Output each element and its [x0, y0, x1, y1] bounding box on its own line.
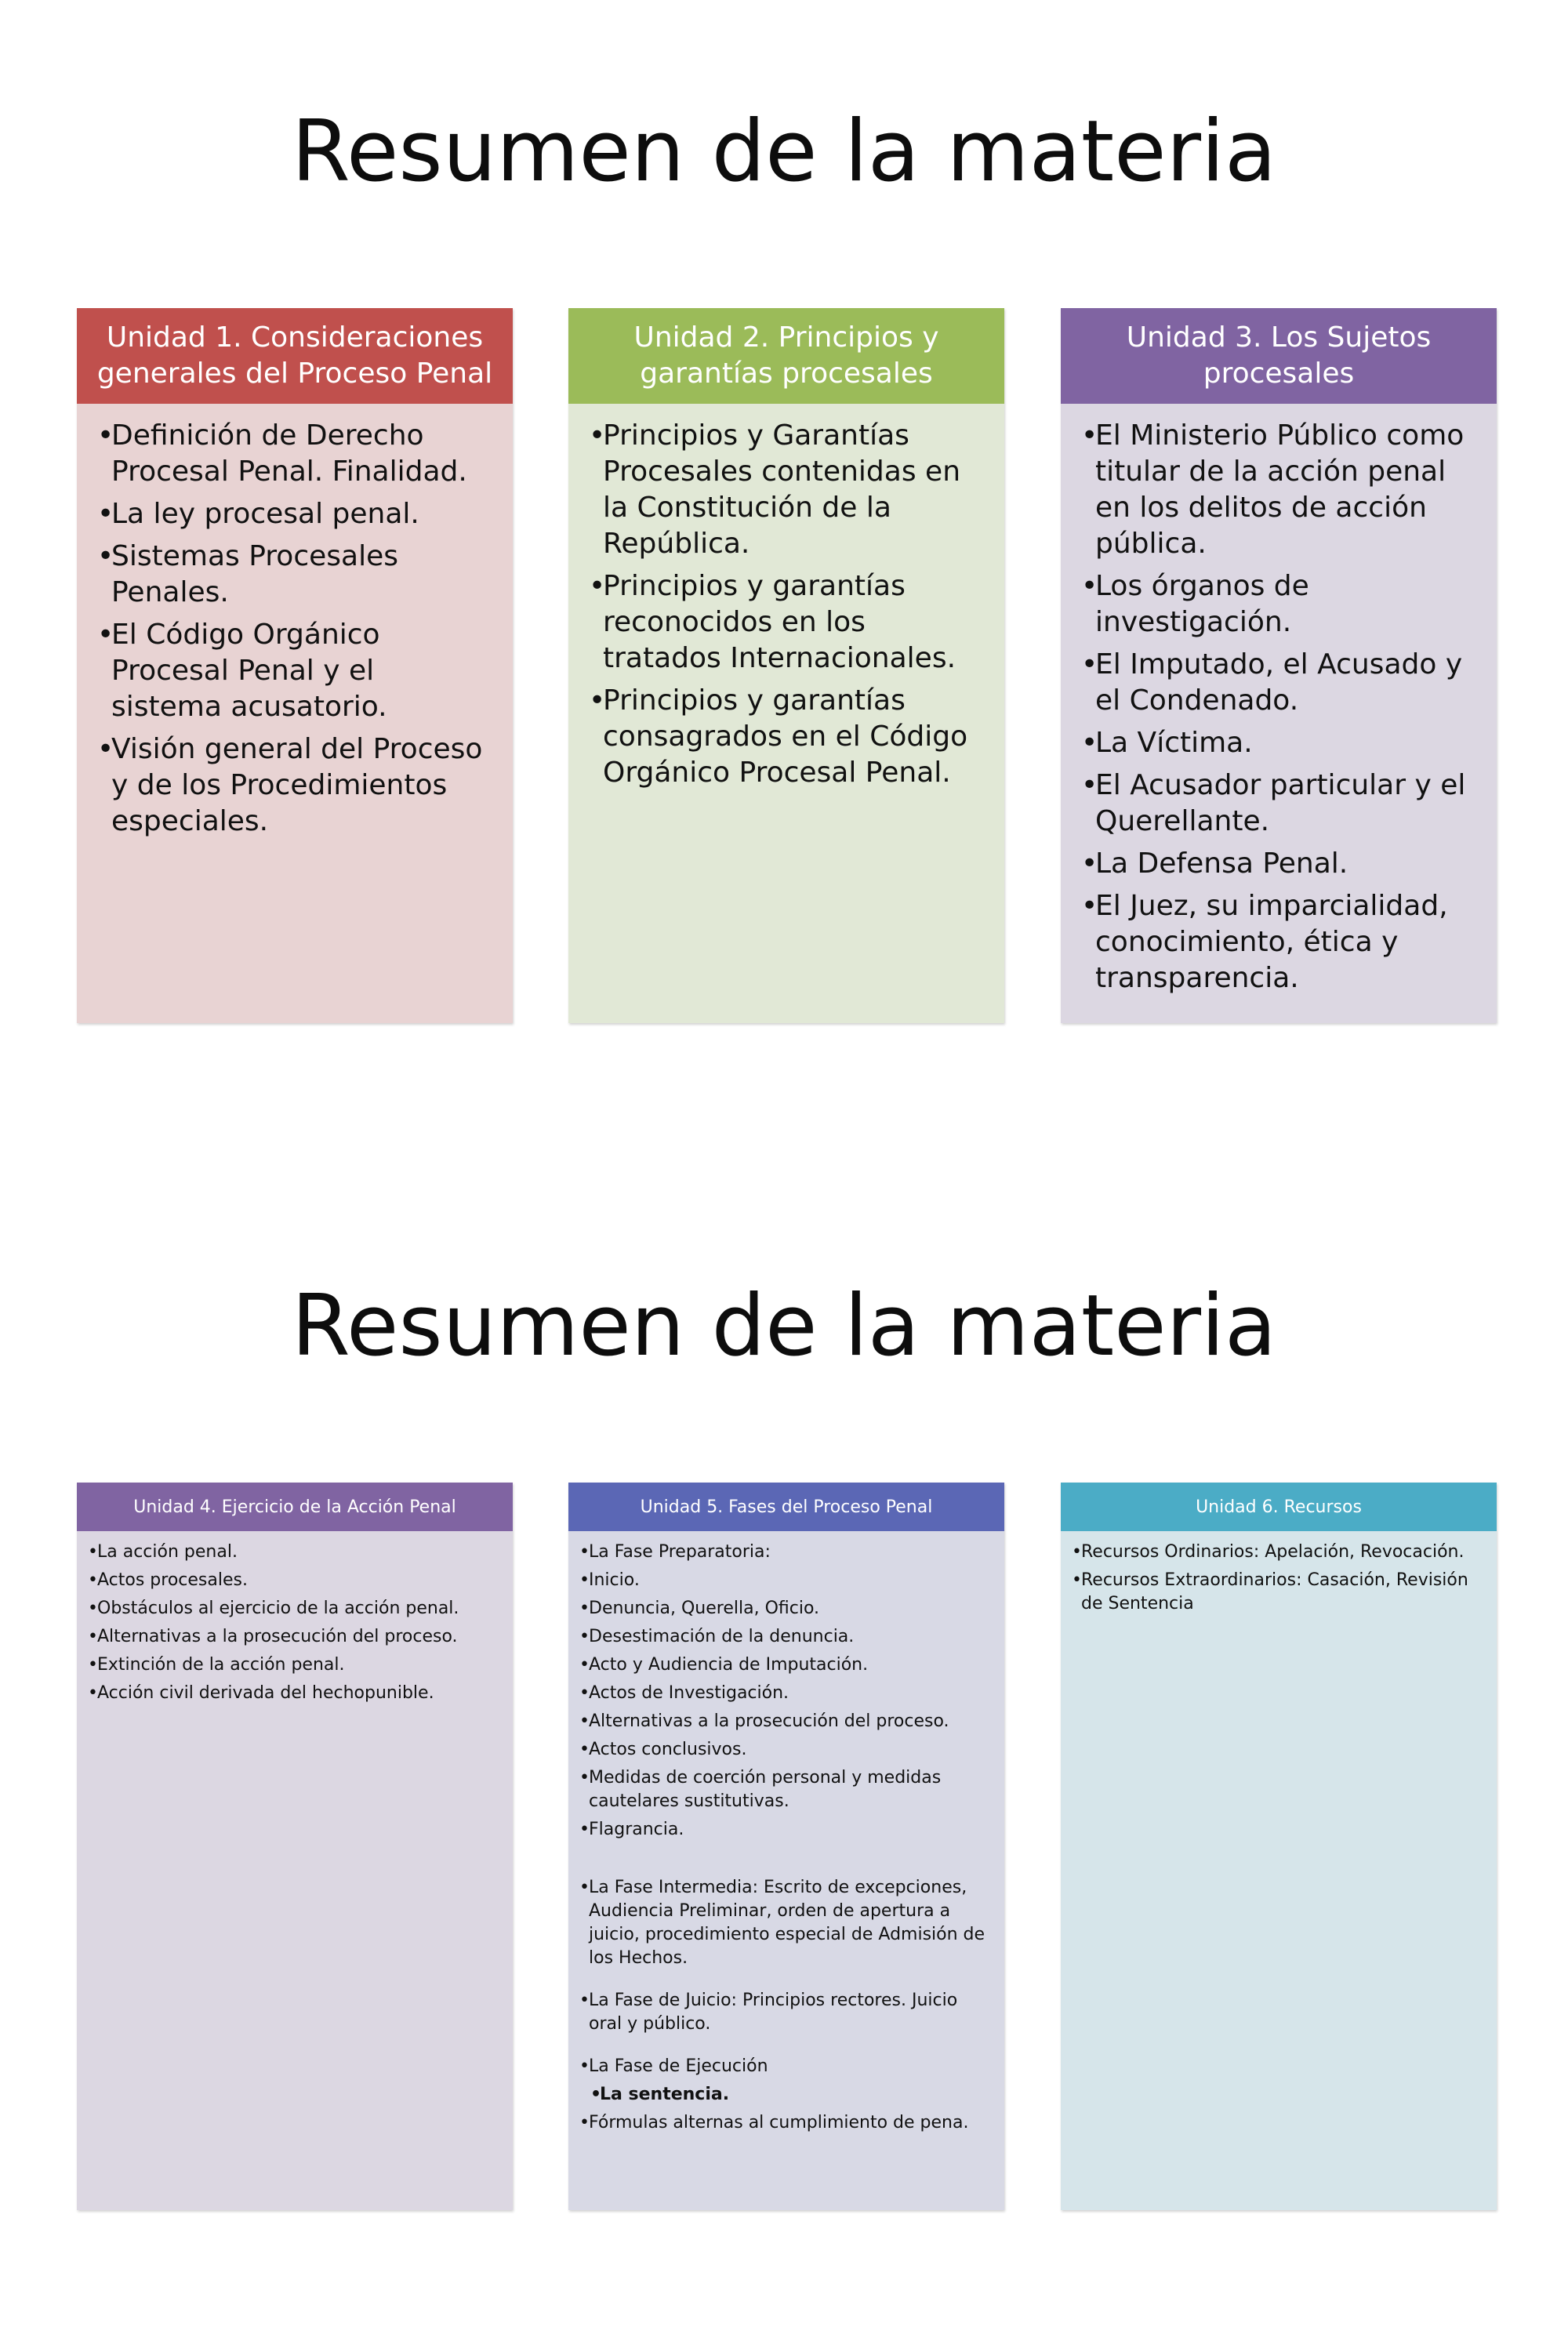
list-item: • Recursos Extraordinarios: Casación, Revisión de Sentencia	[1081, 1569, 1484, 1616]
card-header: Unidad 6. Recursos	[1061, 1483, 1497, 1531]
list-item: • Medidas de coerción personal y medidas cautelares sustitutivas.	[589, 1766, 992, 1813]
unit-1-card	[77, 308, 513, 1023]
list-item: • El Código Orgánico Procesal Penal y el sistema acusatorio.	[111, 617, 491, 725]
list-item: • Alternativas a la prosecución del proceso.	[97, 1625, 500, 1649]
list-item: • Fórmulas alternas al cumplimiento de pena.	[589, 2111, 992, 2135]
list-item: • Los órganos de investigación.	[1095, 568, 1475, 641]
topic-list	[589, 1541, 992, 2135]
unit-3-card	[1061, 308, 1497, 1023]
list-item: • Recursos Ordinarios: Apelación, Revocación.	[1081, 1541, 1484, 1564]
topic-list	[603, 418, 982, 791]
list-item: • Flagrancia.	[589, 1818, 992, 1842]
list-item: • Actos de Investigación.	[589, 1682, 992, 1705]
list-item: • La Fase de Juicio: Principios rectores. Juicio oral y público.	[589, 1989, 992, 2036]
list-item: • Denuncia, Querella, Oficio.	[589, 1597, 992, 1621]
list-item: • Actos procesales.	[97, 1569, 500, 1592]
list-item: • La ley procesal penal.	[111, 496, 491, 532]
list-item: • Visión general del Proceso y de los Procedimientos especiales.	[111, 731, 491, 840]
topic-list	[111, 418, 491, 840]
card-header: Unidad 5. Fases del Proceso Penal	[568, 1483, 1004, 1531]
unit-4-card	[77, 1483, 513, 2210]
unit-2-card	[568, 308, 1004, 1023]
card-header: Unidad 2. Principios y garantías procesales	[568, 308, 1004, 404]
list-item: • El Acusador particular y el Querellante.	[1095, 768, 1475, 840]
list-item: • El Ministerio Público como titular de la acción penal en los delitos de acción pública.	[1095, 418, 1475, 562]
list-item: • El Juez, su imparcialidad, conocimiento, ética y transparencia.	[1095, 888, 1475, 996]
card-body	[1061, 404, 1497, 1023]
list-item: • El Imputado, el Acusado y el Condenado.	[1095, 647, 1475, 719]
list-item: • Principios y Garantías Procesales contenidas en la Constitución de la República.	[603, 418, 982, 562]
list-item: • Principios y garantías consagrados en el Código Orgánico Procesal Penal.	[603, 683, 982, 791]
list-item: • La Fase de Ejecución	[589, 2055, 992, 2078]
topic-list	[1095, 418, 1475, 996]
list-item: • La Fase Intermedia: Escrito de excepciones, Audiencia Preliminar, orden de apertura a juicio, procedimiento especial de Admisión de los Hechos.	[589, 1876, 992, 1970]
list-item: • Inicio.	[589, 1569, 992, 1592]
topic-list	[1081, 1541, 1484, 1616]
list-item: • Desestimación de la denuncia.	[589, 1625, 992, 1649]
list-item: • La Defensa Penal.	[1095, 846, 1475, 882]
list-item: • Definición de Derecho Procesal Penal. Finalidad.	[111, 418, 491, 490]
unit-6-card	[1061, 1483, 1497, 2210]
list-item: • La Fase Preparatoria:	[589, 1541, 992, 1564]
card-body	[77, 404, 513, 1023]
slide-title: Resumen de la materia	[291, 103, 1277, 201]
list-item: • Principios y garantías reconocidos en los tratados Internacionales.	[603, 568, 982, 677]
slide-title: Resumen de la materia	[291, 1277, 1277, 1375]
list-item: • Obstáculos al ejercicio de la acción penal.	[97, 1597, 500, 1621]
card-header: Unidad 1. Consideraciones generales del Proceso Penal	[77, 308, 513, 404]
card-header: Unidad 4. Ejercicio de la Acción Penal	[77, 1483, 513, 1531]
list-item: • Acción civil derivada del hechopunible.	[97, 1682, 500, 1705]
list-item: • Actos conclusivos.	[589, 1738, 992, 1762]
topic-list	[97, 1541, 500, 1705]
list-item: • La acción penal.	[97, 1541, 500, 1564]
list-item: • Acto y Audiencia de Imputación.	[589, 1653, 992, 1677]
list-item: • Extinción de la acción penal.	[97, 1653, 500, 1677]
card-body	[568, 1531, 1004, 2210]
unit-5-card	[568, 1483, 1004, 2210]
list-item: • La sentencia.	[589, 2083, 992, 2107]
list-item: • Alternativas a la prosecución del proceso.	[589, 1710, 992, 1733]
list-item: • La Víctima.	[1095, 725, 1475, 761]
card-body	[1061, 1531, 1497, 2210]
card-header: Unidad 3. Los Sujetos procesales	[1061, 308, 1497, 404]
card-body	[77, 1531, 513, 2210]
list-item: • Sistemas Procesales Penales.	[111, 539, 491, 611]
card-body	[568, 404, 1004, 1023]
